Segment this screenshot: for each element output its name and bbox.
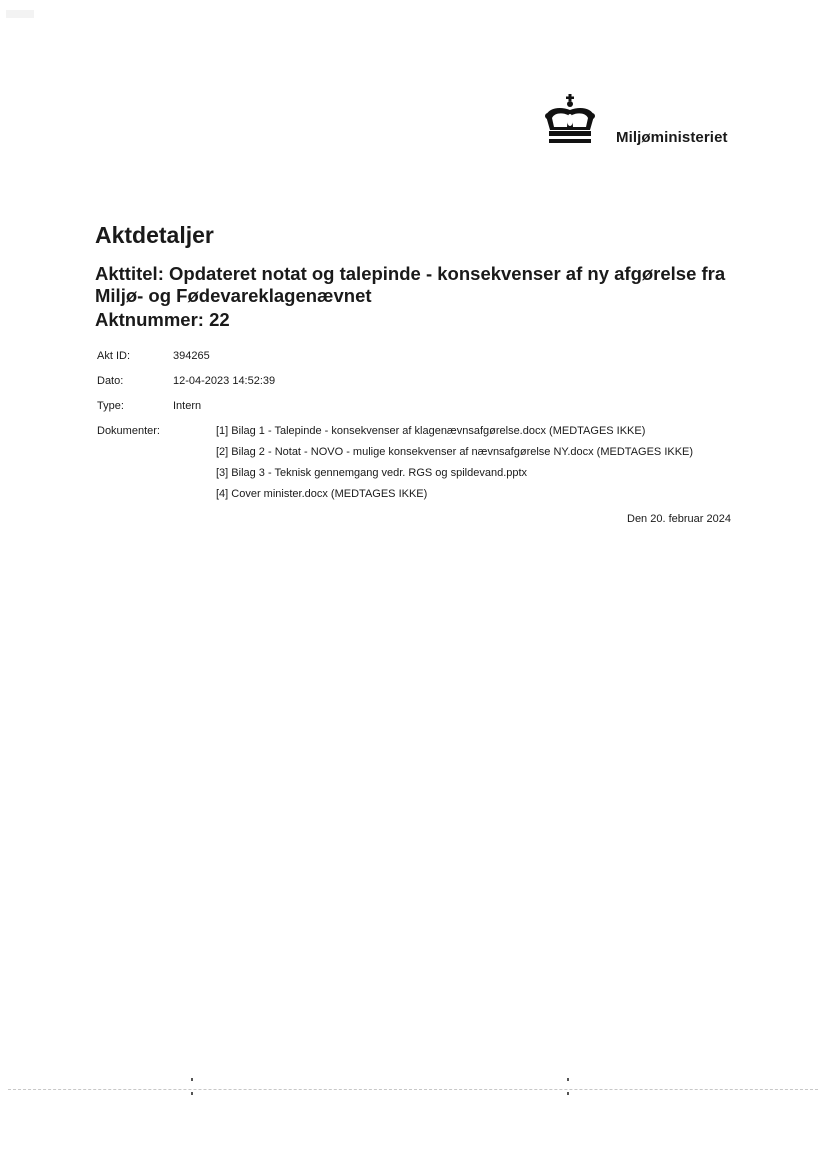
meta-label: Dokumenter: xyxy=(97,425,160,437)
scan-divider xyxy=(8,1089,818,1090)
meta-label: Akt ID: xyxy=(97,350,131,362)
meta-label: Type: xyxy=(97,400,124,412)
document-item: [2] Bilag 2 - Notat - NOVO - mulige konsekvenser af nævnsafgørelse NY.docx (MEDTAGES IKKE) xyxy=(216,446,694,458)
document-item: [4] Cover minister.docx (MEDTAGES IKKE) xyxy=(216,488,428,500)
document-item: [1] Bilag 1 - Talepinde - konsekvenser af klagenævnsafgørelse.docx (MEDTAGES IKKE) xyxy=(216,425,646,437)
akt-title: Akttitel: Opdateret notat og talepinde - konsekvenser af ny afgørelse fra Miljø- og Fødevareklagenævnet xyxy=(95,263,726,306)
scan-artifact xyxy=(191,1078,193,1081)
date-line: Den 20. februar 2024 xyxy=(627,513,731,525)
crown-icon xyxy=(540,94,600,146)
akt-number: Aktnummer: 22 xyxy=(95,309,230,330)
ministry-name: Miljøministeriet xyxy=(616,129,728,146)
scan-artifact xyxy=(191,1092,193,1095)
documents-list xyxy=(216,424,693,508)
scan-artifact xyxy=(567,1092,569,1095)
meta-value: Intern xyxy=(173,400,202,412)
page-title: Aktdetaljer xyxy=(95,222,214,248)
scan-artifact xyxy=(6,10,34,18)
meta-value: 12-04-2023 14:52:39 xyxy=(173,375,276,387)
meta-label: Dato: xyxy=(97,375,124,387)
scan-artifact xyxy=(567,1078,569,1081)
document-item: [3] Bilag 3 - Teknisk gennemgang vedr. RGS og spildevand.pptx xyxy=(216,467,528,479)
meta-value: 394265 xyxy=(173,350,210,362)
